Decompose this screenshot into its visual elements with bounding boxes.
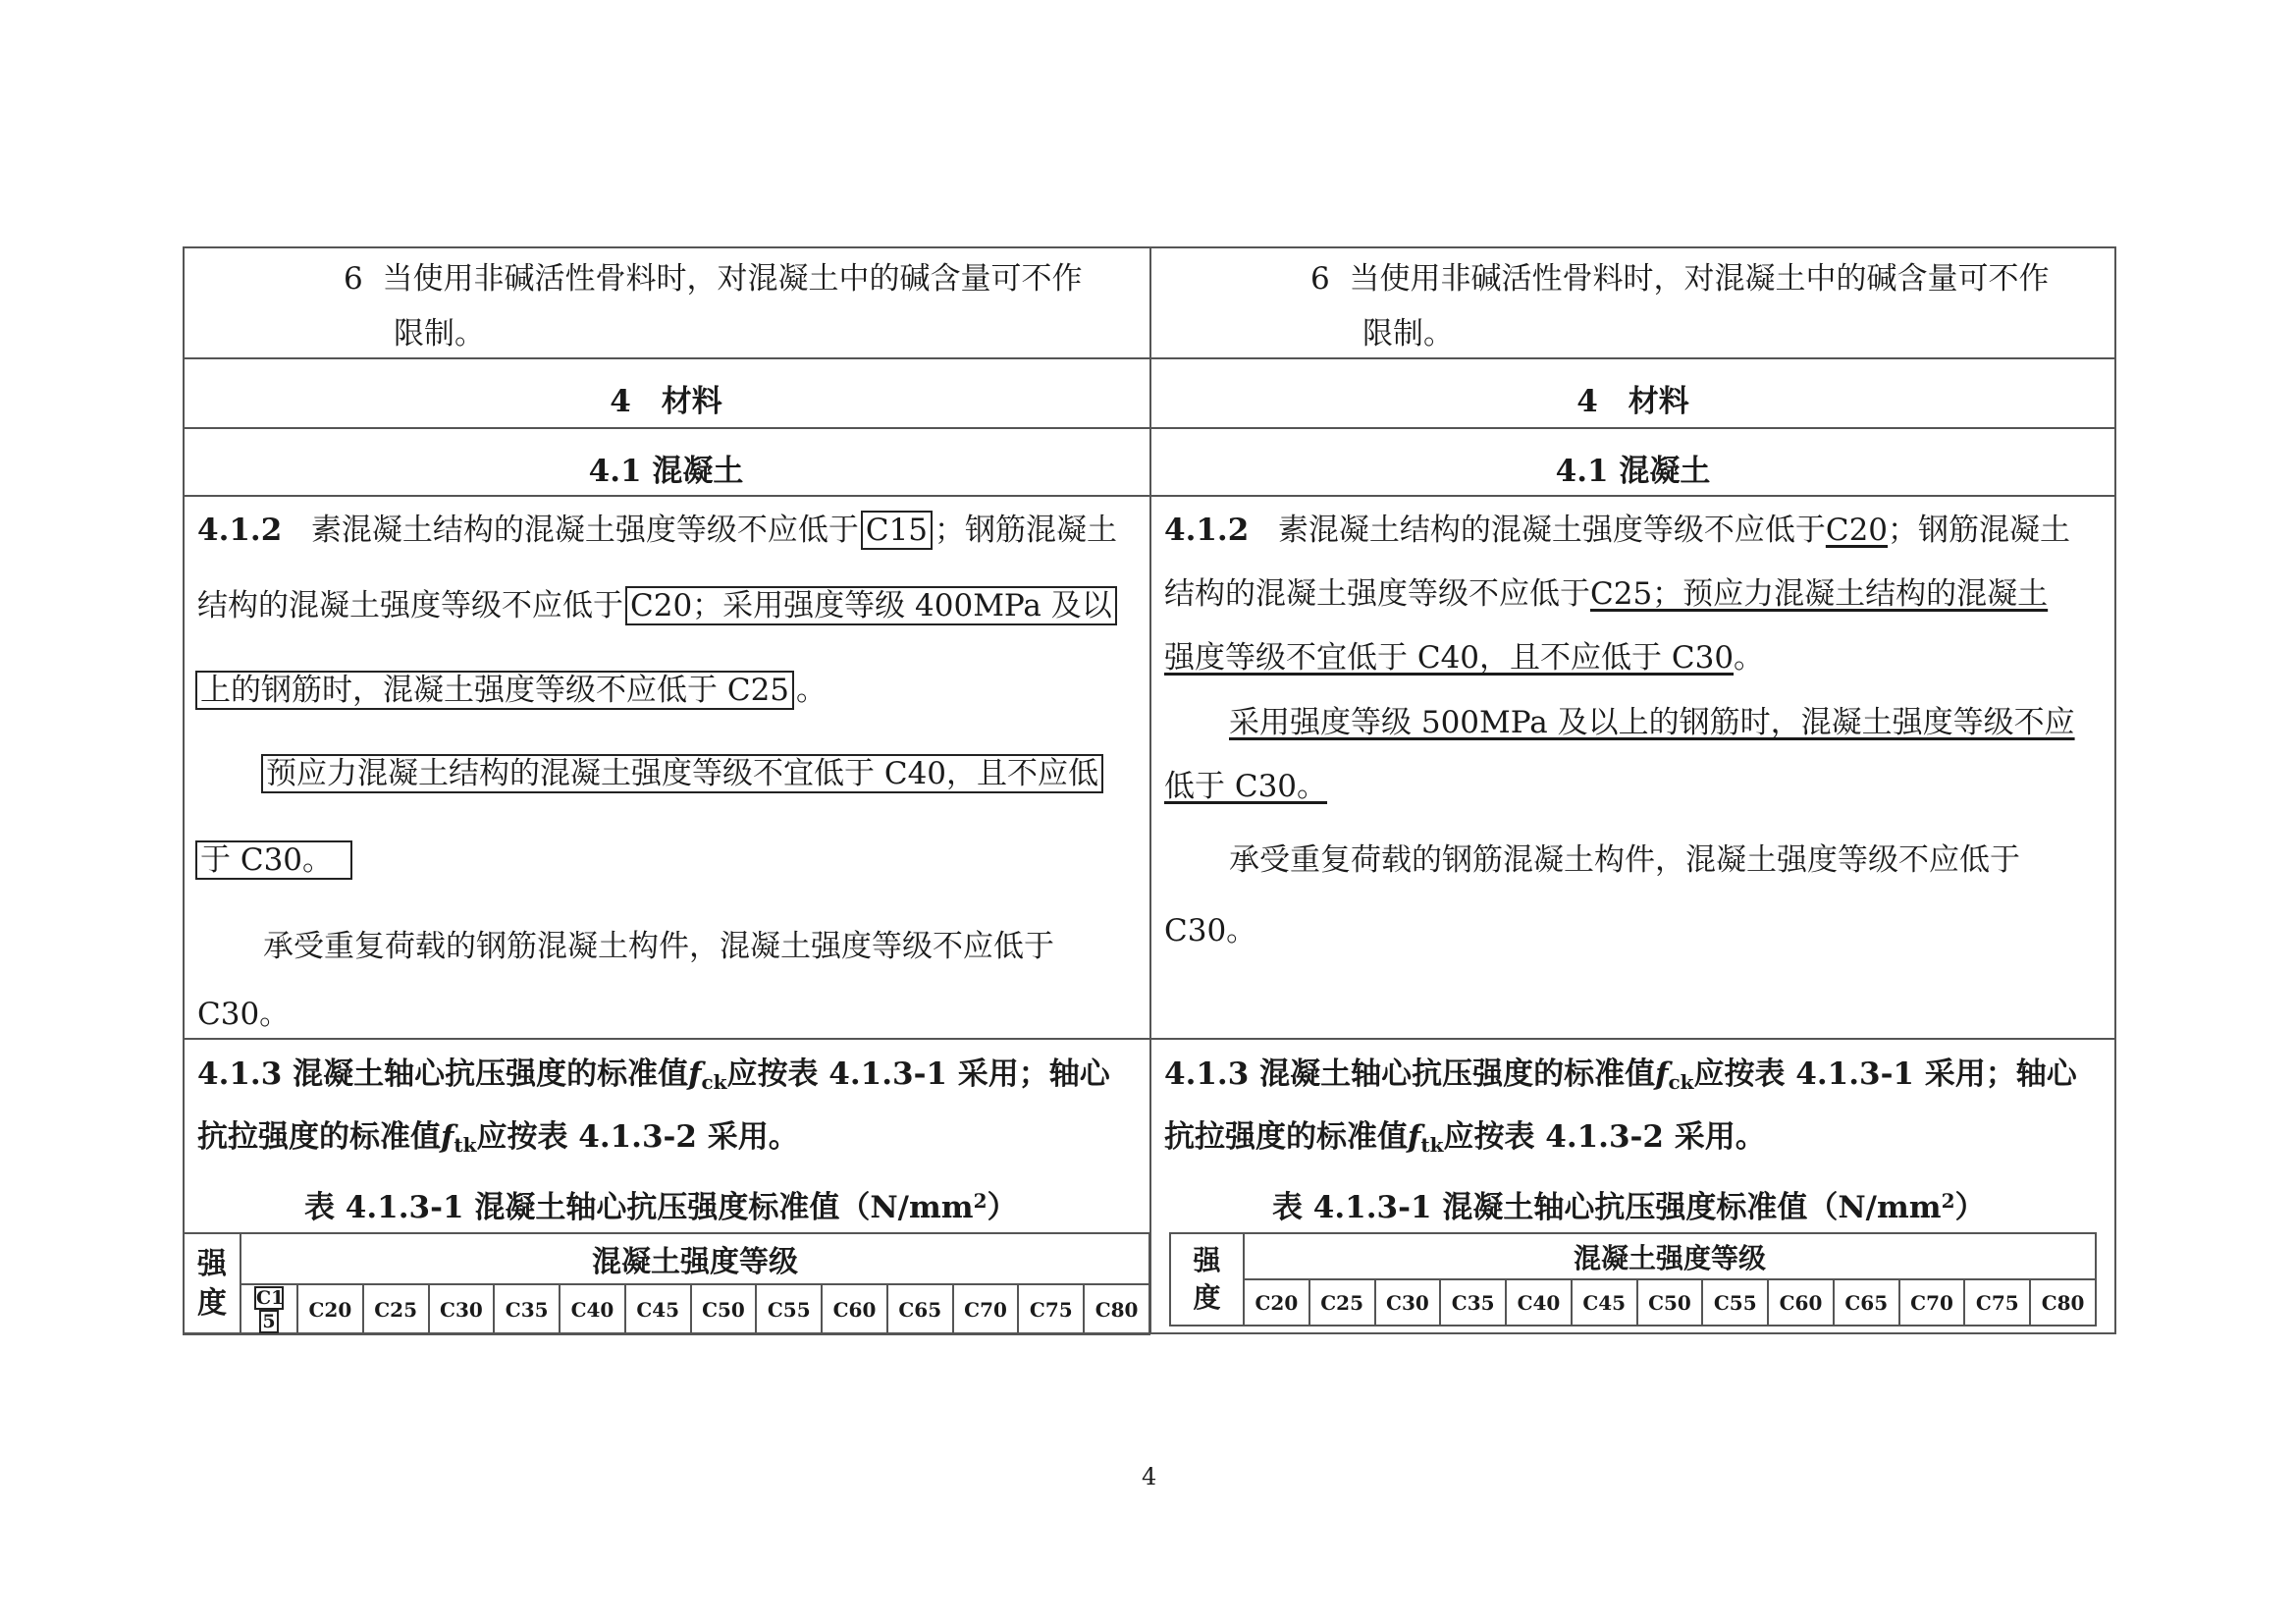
ftk-f: f xyxy=(441,1119,454,1155)
grade-table-left xyxy=(183,1232,1150,1335)
grade-cell: C25 xyxy=(1309,1279,1375,1326)
grade-cell: C40 xyxy=(560,1284,625,1334)
clause412-right-line4 xyxy=(1229,703,2075,742)
note6-left-line1 xyxy=(344,259,1082,298)
table-title-text: 表 4.1.3-1 混凝土轴心抗压强度标准值（N/mm xyxy=(304,1190,974,1225)
grade-cell: C30 xyxy=(429,1284,495,1334)
fck-symbol xyxy=(1655,1056,1693,1092)
grade-cell: C45 xyxy=(1572,1279,1637,1326)
clause413-right-text: 抗拉强度的标准值 xyxy=(1164,1119,1408,1155)
clause412-left-text: ；钢筋混凝土 xyxy=(934,513,1118,548)
clause413-left-text: 应按表 4.1.3-1 采用；轴心 xyxy=(726,1056,1110,1092)
strength-label-cell xyxy=(184,1233,240,1334)
inserted-text: 强度等级不宜低于 C40，且不应低于 C30 xyxy=(1164,640,1735,676)
note6-left-line2: 限制。 xyxy=(394,316,485,352)
clause412-left-num: 4.1.2 xyxy=(197,513,283,548)
clause412-right-line2 xyxy=(1164,574,2048,614)
grade-cell: C20 xyxy=(297,1284,363,1334)
clause412-left-text: 结构的混凝土强度等级不应低于 xyxy=(197,588,623,623)
grade-c15-top: C1 xyxy=(256,1286,285,1309)
clause412-right-text: 。 xyxy=(1734,640,1765,676)
table-title-text: 表 4.1.3-1 混凝土轴心抗压强度标准值（N/mm xyxy=(1272,1190,1942,1225)
grade-cell: C55 xyxy=(1702,1279,1768,1326)
fck-subscript: ck xyxy=(1668,1070,1694,1094)
clause412-right-line3 xyxy=(1164,638,1764,677)
clause412-right-line5 xyxy=(1164,767,1327,806)
clause412-left-line3 xyxy=(195,671,827,710)
ftk-symbol xyxy=(1408,1119,1443,1155)
deleted-text-box: C20；采用强度等级 400MPa 及以 xyxy=(625,586,1117,625)
section-heading-right: 4.1 混凝土 xyxy=(1555,454,1711,489)
clause412-right-line1 xyxy=(1164,511,2070,550)
table-title-sup: 2 xyxy=(1941,1189,1955,1213)
note6-right-line1 xyxy=(1310,259,2049,298)
note6-right-text: 当使用非碱活性骨料时，对混凝土中的碱含量可不作 xyxy=(1349,261,2050,297)
clause413-right-text: 应按表 4.1.3-2 采用。 xyxy=(1443,1119,1766,1155)
clause412-right-text: ；钢筋混凝土 xyxy=(1888,513,2071,548)
grade-cell: C70 xyxy=(953,1284,1019,1334)
table-title-right xyxy=(1272,1181,1986,1227)
grade-cell: C25 xyxy=(363,1284,429,1334)
clause412-right-line7: C30。 xyxy=(1164,913,1257,948)
clause413-right-text: 应按表 4.1.3-1 采用；轴心 xyxy=(1693,1056,2077,1092)
strength-label-top: 强 xyxy=(1193,1244,1221,1276)
clause412-left-text: 。 xyxy=(796,673,828,708)
ftk-f: f xyxy=(1408,1119,1421,1155)
grade-cell: C30 xyxy=(1375,1279,1441,1326)
deleted-text-box: 预应力混凝土结构的混凝土强度等级不宜低于 C40，且不应低 xyxy=(261,754,1103,793)
note6-left-num: 6 xyxy=(344,261,363,297)
table-title-sup: 2 xyxy=(973,1189,988,1213)
clause412-right-line6: 承受重复荷载的钢筋混凝土构件，混凝土强度等级不应低于 xyxy=(1229,842,2020,878)
clause413-right-line1 xyxy=(1164,1055,2077,1102)
grade-header: 混凝土强度等级 xyxy=(1244,1233,2096,1279)
grade-cell: C60 xyxy=(1768,1279,1834,1326)
clause413-left-text: 抗拉强度的标准值 xyxy=(197,1119,441,1155)
fck-f: f xyxy=(1655,1056,1669,1092)
note6-right-line2: 限制。 xyxy=(1362,316,1454,352)
grade-table-right xyxy=(1169,1232,2097,1326)
grade-cell: C35 xyxy=(494,1284,560,1334)
grade-cell: C70 xyxy=(1899,1279,1965,1326)
inserted-text: 低于 C30。 xyxy=(1164,769,1328,804)
clause412-left-line1 xyxy=(197,511,1117,550)
clause412-right-num: 4.1.2 xyxy=(1164,513,1250,548)
grade-cell: C65 xyxy=(1834,1279,1899,1326)
grade-cell: C60 xyxy=(822,1284,887,1334)
grade-cell: C35 xyxy=(1440,1279,1506,1326)
chapter-heading-left: 4 材料 xyxy=(610,384,722,419)
table-title-end: ） xyxy=(1954,1190,1986,1225)
grade-c15-bottom: 5 xyxy=(259,1310,279,1333)
note6-left-text: 当使用非碱活性骨料时，对混凝土中的碱含量可不作 xyxy=(382,261,1083,297)
grade-header: 混凝土强度等级 xyxy=(240,1233,1149,1284)
clause413-right-text: 4.1.3 混凝土轴心抗压强度的标准值 xyxy=(1164,1056,1656,1092)
deleted-text-box: C15 xyxy=(861,511,933,550)
fck-subscript: ck xyxy=(701,1070,727,1094)
grade-cell: C65 xyxy=(887,1284,953,1334)
chapter-heading-right: 4 材料 xyxy=(1576,384,1689,419)
grade-cell: C40 xyxy=(1506,1279,1572,1326)
clause412-left-text: 素混凝土结构的混凝土强度等级不应低于 xyxy=(310,513,859,548)
grade-cell: C80 xyxy=(2030,1279,2096,1326)
clause413-left-text: 4.1.3 混凝土轴心抗压强度的标准值 xyxy=(197,1056,689,1092)
deleted-text-box: 于 C30。 xyxy=(195,840,352,880)
grade-cell: C75 xyxy=(1964,1279,2030,1326)
clause412-right-text: 结构的混凝土强度等级不应低于 xyxy=(1164,576,1590,612)
grade-cell: C50 xyxy=(1637,1279,1703,1326)
clause412-left-line7: C30。 xyxy=(197,997,291,1032)
clause412-left-line6: 承受重复荷载的钢筋混凝土构件，混凝土强度等级不应低于 xyxy=(263,929,1054,964)
inserted-text: 采用强度等级 500MPa 及以上的钢筋时，混凝土强度等级不应 xyxy=(1229,705,2075,740)
clause413-left-line2 xyxy=(197,1117,799,1164)
ftk-symbol xyxy=(441,1119,476,1155)
strength-label-cell xyxy=(1170,1233,1244,1326)
strength-label-bottom: 度 xyxy=(1193,1281,1221,1314)
table-title-end: ） xyxy=(987,1190,1018,1225)
clause413-right-line2 xyxy=(1164,1117,1766,1164)
clause413-left-text: 应按表 4.1.3-2 采用。 xyxy=(476,1119,799,1155)
inserted-text: C20 xyxy=(1825,513,1889,548)
ftk-subscript: tk xyxy=(1420,1133,1444,1157)
clause412-left-line4 xyxy=(261,754,1105,793)
grade-cell: C50 xyxy=(691,1284,757,1334)
fck-symbol xyxy=(688,1056,726,1092)
grade-cell: C80 xyxy=(1084,1284,1149,1334)
fck-f: f xyxy=(688,1056,702,1092)
strength-label-top: 强 xyxy=(197,1246,227,1281)
grade-cell: C75 xyxy=(1018,1284,1084,1334)
section-heading-left: 4.1 混凝土 xyxy=(588,454,744,489)
clause412-left-line2 xyxy=(197,586,1119,625)
grade-cell: C20 xyxy=(1244,1279,1309,1326)
deleted-text-box: 上的钢筋时，混凝土强度等级不应低于 C25 xyxy=(195,671,794,710)
grade-cell-c15-boxed xyxy=(240,1284,297,1334)
inserted-text: C25；预应力混凝土结构的混凝土 xyxy=(1590,576,2049,612)
note6-right-num: 6 xyxy=(1310,261,1330,297)
grade-cell: C45 xyxy=(625,1284,691,1334)
ftk-subscript: tk xyxy=(454,1133,477,1157)
table-title-left xyxy=(304,1181,1018,1227)
page-number: 4 xyxy=(1142,1463,1157,1490)
clause413-left-line1 xyxy=(197,1055,1110,1102)
grade-cell: C55 xyxy=(756,1284,822,1334)
clause412-left-line5 xyxy=(195,840,354,880)
clause412-right-text: 素混凝土结构的混凝土强度等级不应低于 xyxy=(1277,513,1826,548)
strength-label-bottom: 度 xyxy=(197,1285,227,1321)
